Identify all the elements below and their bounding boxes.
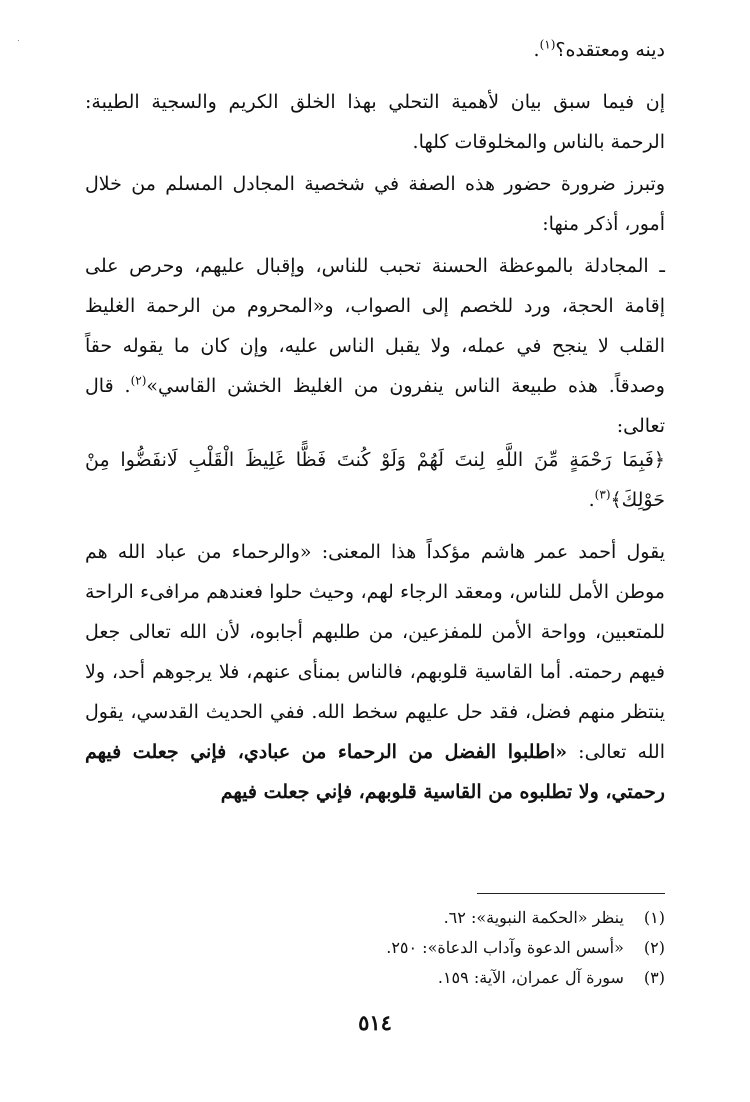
quran-verse: ﴿فَبِمَا رَحْمَةٍ مِّنَ اللَّهِ لِنتَ لَهُمْ وَلَوْ كُنتَ فَظًّا غَلِيظَ الْقَلْبِ لَانفَضُّوا مِنْ حَوْلِكَ﴾$^{(٣)}$. — [85, 449, 665, 511]
paragraph-mercy-necessity: وتبرز ضرورة حضور هذه الصفة في شخصية المجادل المسلم من خلال أمور، أذكر منها: — [85, 173, 665, 235]
footnote-separator — [477, 893, 665, 894]
paragraph-hashim-text: يقول أحمد عمر هاشم مؤكداً هذا المعنى: «والرحماء من عباد الله هم موطن الأمل للناس، ومعقد الرجاء لهم، وحيث حلوا فعندهم مرافىء الراحة للمتعبين، وواحة الأمن للمفزعين، من طلبهم أجابوه، لأن الله تعالى جعل فيهم رحمته. أما القاسية قلوبهم، فالناس بمنأى عنهم، فلا يرجوهم أحد، ولا ينتظر منهم فضل، فقد حل عليهم سخط الله. ففي الحديث القدسي، يقول الله تعالى: — [85, 541, 665, 763]
hadith-qudsi-quote: «اطلبوا الفضل من الرحماء من عبادي، فإني جعلت فيهم رحمتي، ولا تطلبوه من القاسية قلوبهم، فإني جعلت فيهم — [85, 741, 665, 803]
footnote-ref-2: (٢) — [130, 373, 147, 388]
footnote-2-number: (٢) — [643, 938, 665, 957]
page-number: ٥١٤ — [358, 1010, 392, 1035]
quran-verse-text: ﴿فَبِمَا رَحْمَةٍ مِّنَ اللَّهِ لِنتَ لَهُمْ وَلَوْ كُنتَ فَظًّا غَلِيظَ الْقَلْبِ لَانفَضُّوا مِنْ حَوْلِكَ﴾ — [85, 449, 665, 511]
paragraph-debate-text: ـ المجادلة بالموعظة الحسنة تحبب للناس، وإقبال عليهم، وحرص على إقامة الحجة، ورد للخصم إلى الصواب، و«المحروم من الرحمة الغليظ القلب لا ينجح في عمله، ولا يقبل الناس عليه، وإن كان ما يقوله حقاً وصدقاً. هذه طبيعة الناس ينفرون من الغليظ الخشن القاسي» — [85, 255, 665, 397]
footnote-3-text: سورة آل عمران، الآية: ١٥٩. — [437, 968, 624, 987]
footnote-3-number: (٣) — [643, 968, 665, 987]
footnote-1-number: (١) — [643, 908, 665, 927]
paragraph-debate-exhortation: ـ المجادلة بالموعظة الحسنة تحبب للناس، وإقبال عليهم، وحرص على إقامة الحجة، ورد للخصم إلى الصواب، و«المحروم من الرحمة الغليظ القلب لا ينجح في عمله، ولا يقبل الناس عليه، وإن كان ما يقوله حقاً وصدقاً. هذه طبيعة الناس ينفرون من الغليظ الخشن القاسي»$^{(٢)}$. قال تعالى: — [85, 255, 665, 437]
paragraph-continuation: دينه ومعتقده؟$^{(١)}$. — [533, 37, 665, 61]
footnote-ref-1: (١) — [539, 37, 556, 52]
footnote-2 — [85, 935, 665, 961]
footnote-1 — [85, 905, 665, 931]
paragraph-continuation-text: دينه ومعتقده؟ — [555, 39, 665, 61]
scan-edge-mark — [18, 40, 19, 41]
footnote-1-text: ينظر «الحكمة النبوية»: ٦٢. — [443, 908, 624, 927]
footnote-3 — [85, 965, 665, 991]
footnote-ref-3: (٣) — [594, 487, 611, 502]
paragraph-hashim-quote — [85, 532, 665, 812]
footnote-2-text: «أسس الدعوة وآداب الدعاة»: ٢٥٠. — [386, 938, 624, 957]
paragraph-mercy-importance: إن فيما سبق بيان لأهمية التحلي بهذا الخلق الكريم والسجية الطيبة: الرحمة بالناس والمخلوقات كلها. — [85, 91, 665, 153]
